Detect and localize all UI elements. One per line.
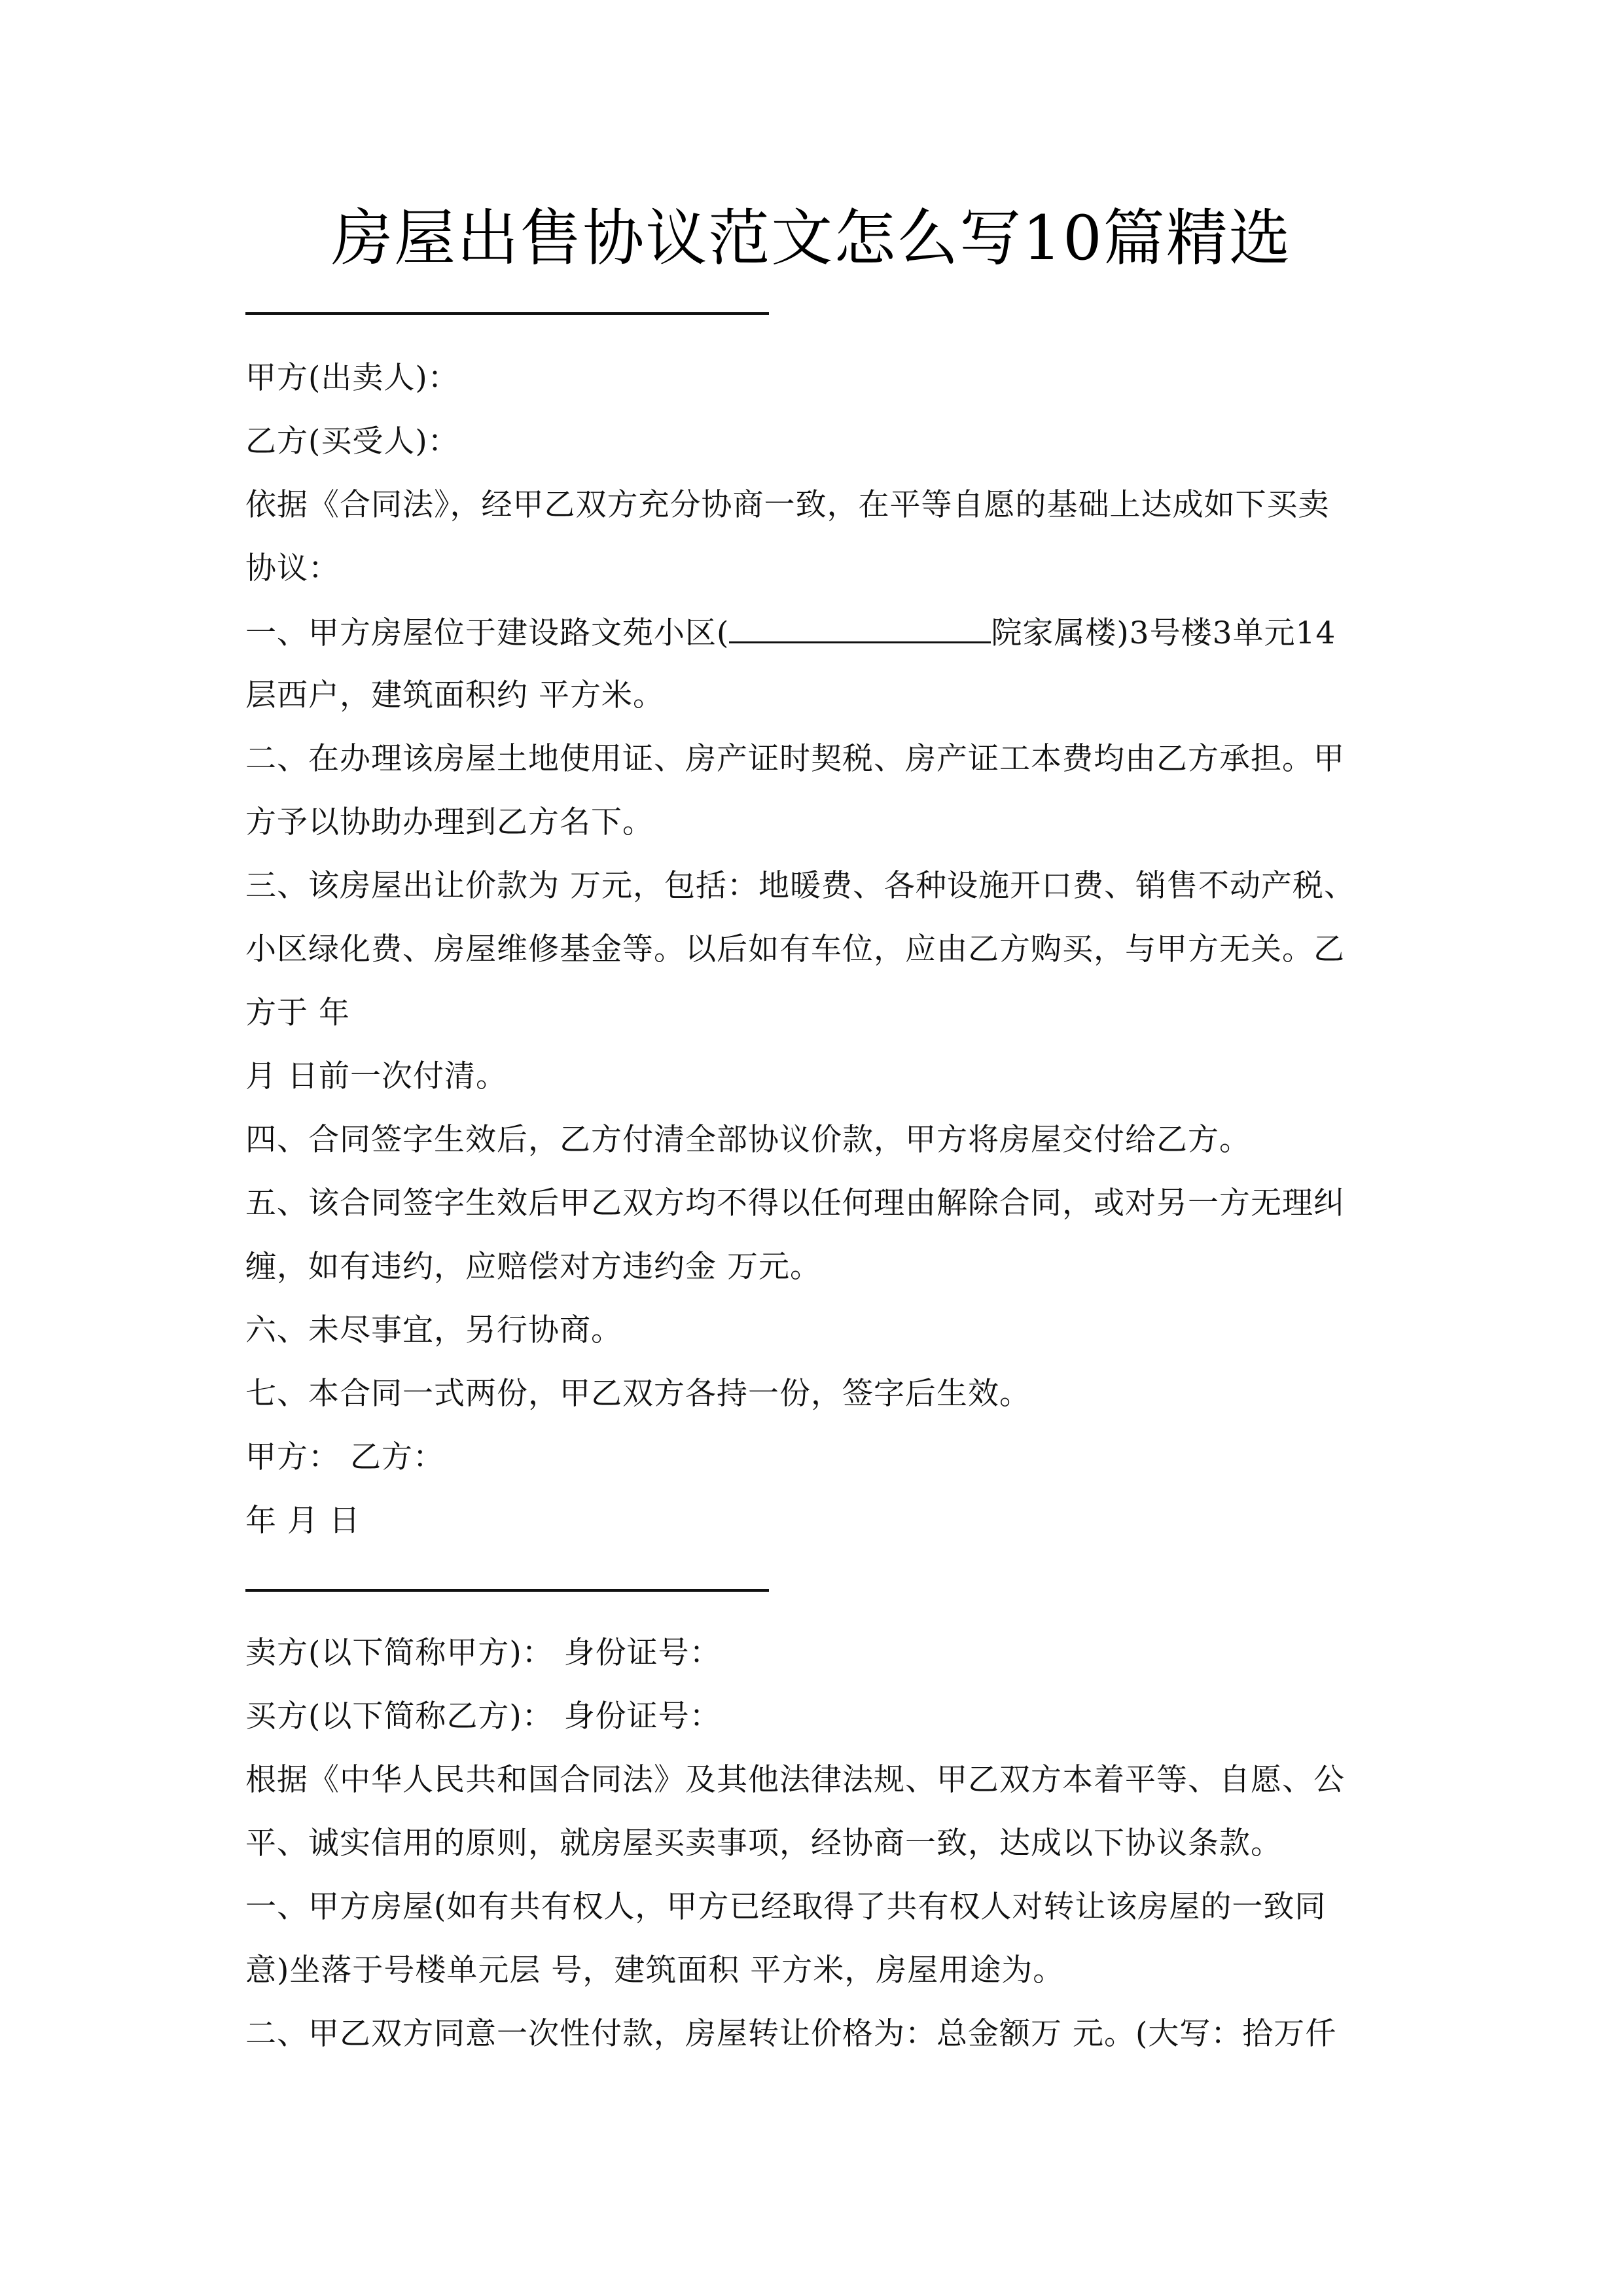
preamble-line-1: 根据《中华人民共和国合同法》及其他法律法规、甲乙双方本着平等、自愿、公 (245, 1762, 1345, 1798)
party-a-seller-label: 甲方(出卖人)： (245, 360, 459, 396)
clause-3-line-1: 三、该房屋出让价款为 万元，包括：地暖费、各种设施开口费、销售不动产税、 (245, 868, 1355, 904)
buyer-id-line: 买方(以下简称乙方)： 身份证号： (245, 1698, 721, 1734)
preamble-line-2: 协议： (245, 550, 340, 586)
clause-7: 七、本合同一式两份，甲乙双方各持一份，签字后生效。 (245, 1376, 1031, 1412)
clause-1-text-after-blank: 院家属楼)3号楼3单元14 (991, 615, 1336, 651)
date-line: 年 月 日 (245, 1503, 361, 1539)
clause-1-line-1: 一、甲方房屋(如有共有权人，甲方已经取得了共有权人对转让该房屋的一致同 (245, 1889, 1327, 1925)
clause-1-line-1 (245, 613, 1336, 652)
separator-line (245, 1589, 769, 1592)
separator-line (245, 312, 769, 315)
clause-6: 六、未尽事宜，另行协商。 (245, 1312, 622, 1348)
clause-3-line-3: 方于 年 (245, 995, 350, 1031)
seller-id-line: 卖方(以下简称甲方)： 身份证号： (245, 1635, 721, 1671)
preamble-line-2: 平、诚实信用的原则，就房屋买卖事项，经协商一致，达成以下协议条款。 (245, 1825, 1282, 1861)
clause-1-line-2: 意)坐落于号楼单元层 号，建筑面积 平方米，房屋用途为。 (245, 1952, 1065, 1988)
fill-in-blank[interactable] (729, 613, 991, 643)
clause-3-line-4: 月 日前一次付清。 (245, 1058, 507, 1094)
clause-1-text-before-blank: 一、甲方房屋位于建设路文苑小区( (245, 615, 730, 651)
signature-line: 甲方： 乙方： (245, 1439, 444, 1475)
clause-4: 四、合同签字生效后，乙方付清全部协议价款，甲方将房屋交付给乙方。 (245, 1122, 1251, 1158)
clause-2-line-2: 方予以协助办理到乙方名下。 (245, 804, 654, 840)
clause-2-line-1: 二、甲乙双方同意一次性付款，房屋转让价格为：总金额万 元。(大写：拾万仟 (245, 2016, 1337, 2052)
clause-2-line-1: 二、在办理该房屋土地使用证、房产证时契税、房产证工本费均由乙方承担。甲 (245, 741, 1345, 777)
clause-5-line-2: 缠，如有违约，应赔偿对方违约金 万元。 (245, 1249, 821, 1285)
document-title: 房屋出售协议范文怎么写10篇精选 (331, 203, 1292, 274)
party-b-buyer-label: 乙方(买受人)： (245, 423, 459, 459)
clause-1-line-2: 层西户，建筑面积约 平方米。 (245, 677, 664, 713)
preamble-line-1: 依据《合同法》，经甲乙双方充分协商一致，在平等自愿的基础上达成如下买卖 (245, 487, 1330, 523)
clause-5-line-1: 五、该合同签字生效后甲乙双方均不得以任何理由解除合同，或对另一方无理纠 (245, 1185, 1345, 1221)
clause-3-line-2: 小区绿化费、房屋维修基金等。以后如有车位，应由乙方购买，与甲方无关。乙 (245, 931, 1345, 967)
